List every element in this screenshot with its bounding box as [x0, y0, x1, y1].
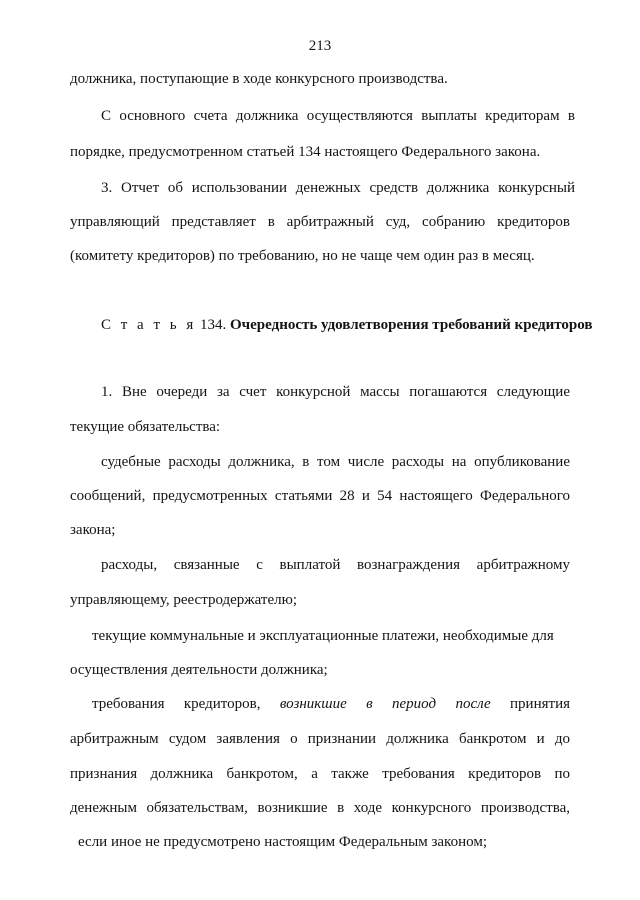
text-line: 3. Отчет об использовании денежных средств должника конкурсный: [101, 180, 575, 196]
text-line: арбитражным судом заявления о признании должника банкротом и до: [70, 731, 570, 747]
article-label: С т а т ь я: [101, 317, 197, 333]
word: после: [455, 696, 491, 712]
word: требования: [92, 696, 165, 712]
word: возникшие: [279, 696, 347, 712]
text-line: порядке, предусмотренном статьей 134 настоящего Федерального закона.: [70, 144, 541, 160]
text-line: (комитету кредиторов) по требованию, но не чаще чем один раз в месяц.: [70, 248, 535, 264]
text-line: С основного счета должника осуществляются выплаты кредиторам в: [101, 108, 575, 124]
article-heading: [101, 316, 601, 334]
text-line: если иное не предусмотрено настоящим Федеральным законом;: [78, 834, 487, 850]
text-line: [92, 695, 570, 713]
text-line: управляющий представляет в арбитражный суд, собранию кредиторов: [70, 214, 570, 230]
text-line: денежным обязательствам, возникшие в ходе конкурсного производства,: [70, 800, 570, 816]
text-line: должника, поступающие в ходе конкурсного производства.: [70, 71, 448, 87]
text-line: текущие обязательства:: [70, 419, 221, 435]
text-line: судебные расходы должника, в том числе расходы на опубликование: [101, 454, 570, 470]
text-line: управляющему, реестродержателю;: [70, 592, 298, 608]
text-line: закона;: [70, 522, 116, 538]
text-line: сообщений, предусмотренных статьями 28 и 54 настоящего Федерального: [70, 488, 570, 504]
article-title: Очередность удовлетворения требований кредиторов: [230, 317, 593, 333]
text-line: осуществления деятельности должника;: [70, 662, 328, 678]
page-number: 213: [308, 38, 332, 54]
word: кредиторов,: [183, 696, 261, 712]
text-line: признания должника банкротом, а также требования кредиторов по: [70, 766, 570, 782]
word: в: [366, 696, 373, 712]
text-line: расходы, связанные с выплатой вознаграждения арбитражному: [101, 557, 570, 573]
text-line: текущие коммунальные и эксплуатационные платежи, необходимые для: [92, 628, 554, 644]
word: период: [392, 696, 437, 712]
article-number: 134.: [200, 317, 227, 333]
text-line: 1. Вне очереди за счет конкурсной массы погашаются следующие: [101, 384, 570, 400]
word: принятия: [510, 696, 570, 712]
